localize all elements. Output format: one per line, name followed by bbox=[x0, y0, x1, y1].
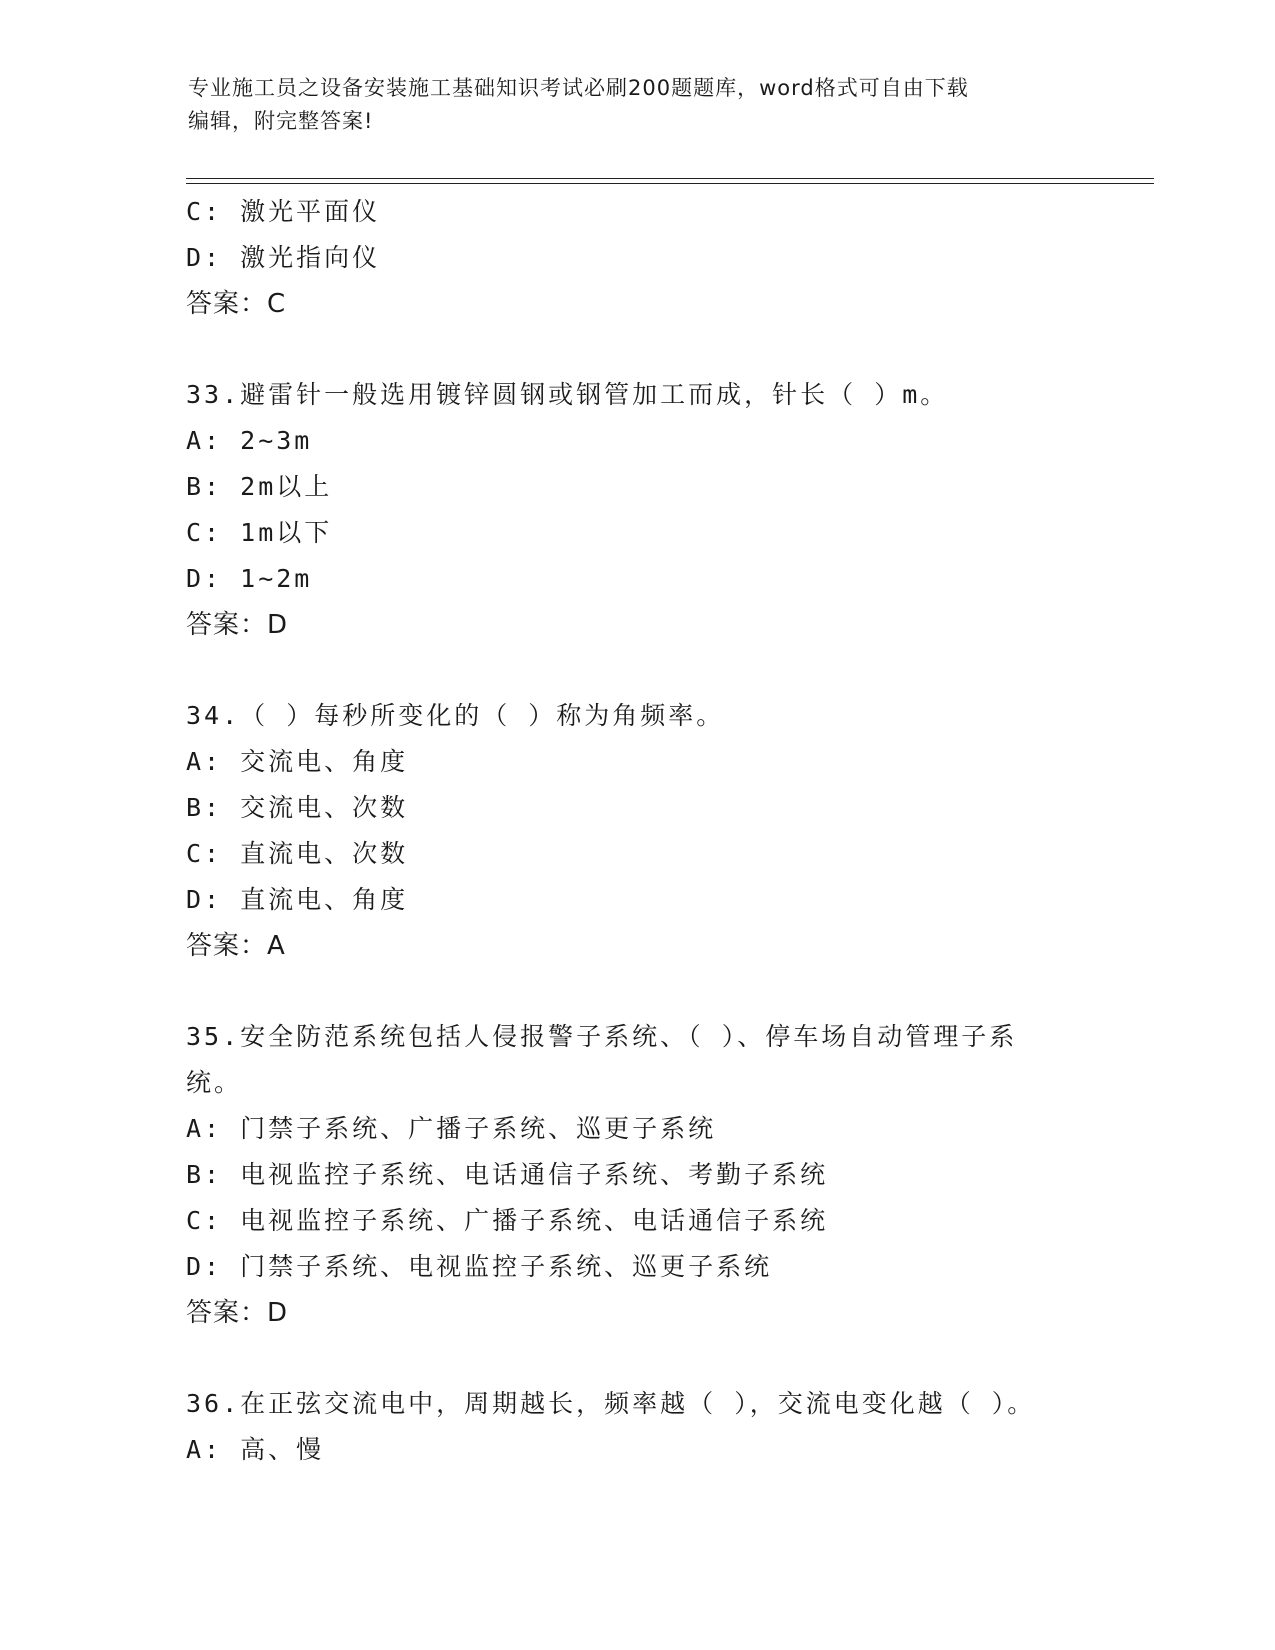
option-b: B: 电视监控子系统、电话通信子系统、考勤子系统 bbox=[186, 1160, 829, 1189]
option-d: D: 1~2m bbox=[186, 564, 313, 593]
answer-label: 答案：A bbox=[186, 931, 286, 961]
question-block-33 bbox=[186, 372, 1086, 648]
answer-label: 答案：C bbox=[186, 289, 287, 319]
option-d: D: 直流电、角度 bbox=[186, 885, 409, 914]
header-title-line-1: 专业施工员之设备安装施工基础知识考试必刷200题题库，word格式可自由下载 bbox=[188, 76, 969, 100]
question-block-32 bbox=[186, 189, 1086, 327]
option-a: A: 交流电、角度 bbox=[186, 747, 409, 776]
option-d: D: 激光指向仪 bbox=[186, 243, 381, 272]
option-c: C: 1m以下 bbox=[186, 518, 333, 547]
spacer bbox=[186, 1336, 1086, 1381]
spacer bbox=[186, 327, 1086, 372]
option-c: C: 激光平面仪 bbox=[186, 197, 381, 226]
document-header bbox=[188, 72, 1088, 138]
question-text: 33.避雷针一般选用镀锌圆钢或钢管加工而成，针长（ ）m。 bbox=[186, 380, 949, 409]
spacer bbox=[186, 648, 1086, 693]
question-block-36 bbox=[186, 1381, 1086, 1473]
header-divider-top bbox=[186, 178, 1154, 179]
document-body bbox=[186, 189, 1086, 1473]
header-title-line-2: 编辑，附完整答案! bbox=[188, 109, 374, 133]
answer-label: 答案：D bbox=[186, 1298, 289, 1328]
question-text: 34.（ ）每秒所变化的（ ）称为角频率。 bbox=[186, 701, 725, 730]
option-a: A: 2~3m bbox=[186, 426, 313, 455]
option-b: B: 2m以上 bbox=[186, 472, 333, 501]
option-a: A: 高、慢 bbox=[186, 1435, 325, 1464]
spacer bbox=[186, 969, 1086, 1014]
answer-label: 答案：D bbox=[186, 610, 289, 640]
option-c: C: 直流电、次数 bbox=[186, 839, 409, 868]
question-block-34 bbox=[186, 693, 1086, 969]
option-d: D: 门禁子系统、电视监控子系统、巡更子系统 bbox=[186, 1252, 773, 1281]
question-block-35 bbox=[186, 1014, 1086, 1336]
option-c: C: 电视监控子系统、广播子系统、电话通信子系统 bbox=[186, 1206, 829, 1235]
option-a: A: 门禁子系统、广播子系统、巡更子系统 bbox=[186, 1114, 717, 1143]
question-text: 36.在正弦交流电中，周期越长，频率越（ ），交流电变化越（ ）。 bbox=[186, 1389, 1036, 1418]
header-divider-bottom bbox=[186, 183, 1154, 184]
option-b: B: 交流电、次数 bbox=[186, 793, 409, 822]
question-text-line-1: 35.安全防范系统包括人侵报警子系统、（ ）、停车场自动管理子系 bbox=[186, 1022, 1018, 1051]
question-text-line-2: 统。 bbox=[186, 1068, 243, 1097]
